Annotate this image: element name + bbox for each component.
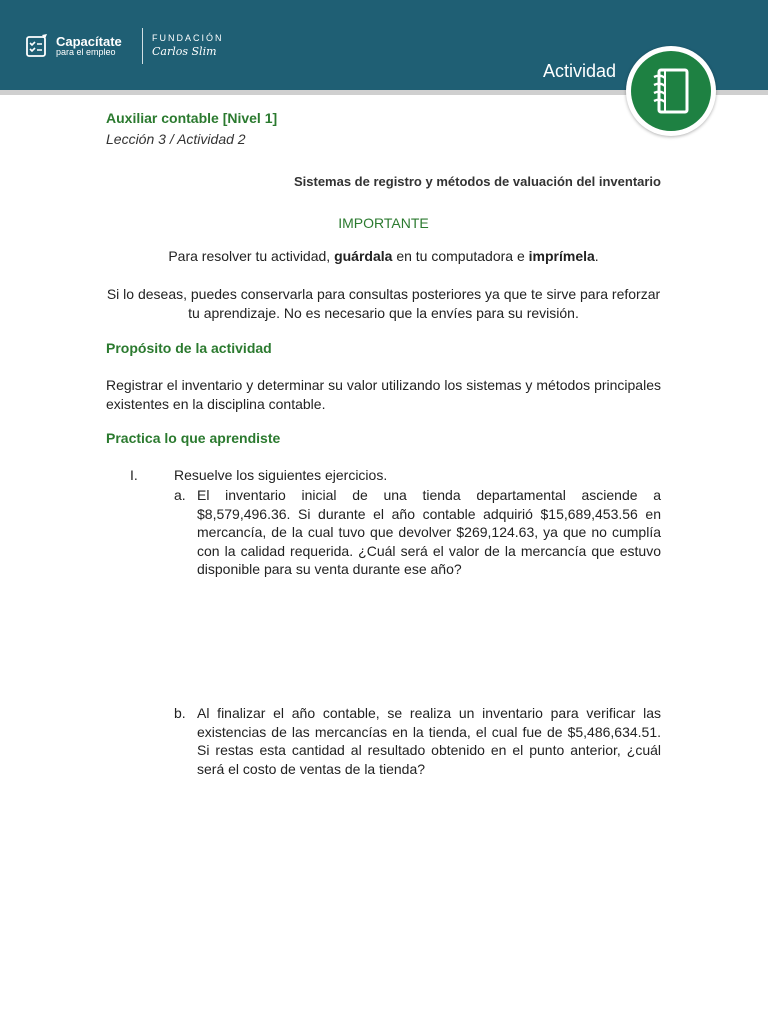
instruction-text: Para resolver tu actividad, [168, 248, 335, 264]
activity-label: Actividad [542, 61, 616, 81]
course-title: Auxiliar contable [Nivel 1] [106, 110, 278, 126]
foundation-logo [152, 34, 224, 57]
instruction-bold-print: imprímela [528, 248, 595, 264]
exercise-text: Al finalizar el año contable, se realiza un inventario para verificar las existencias de las mercancías en la tienda, el cual fue de $5,486,634.51. Si restas esta cantidad al resultado obtenido en el punto anterior, ¿cuál será el costo de ventas de la tienda? [197, 705, 661, 777]
section-instruction: Resuelve los siguientes ejercicios. [174, 467, 388, 483]
exercise-a [174, 486, 661, 579]
notebook-icon [651, 67, 691, 115]
foundation-label: FUNDACIÓN [152, 33, 224, 43]
instruction-text: en tu computadora e [392, 248, 529, 264]
purpose-heading: Propósito de la actividad [106, 340, 272, 356]
checklist-logo-icon [24, 33, 50, 59]
instruction-text: . [594, 248, 599, 264]
instruction-bold-save: guárdala [334, 248, 393, 264]
brand-name: Capacítate [56, 34, 122, 49]
capacitate-logo [24, 28, 122, 64]
foundation-signature: Carlos Slim [152, 45, 217, 58]
brand-subtitle: para el empleo [56, 47, 116, 57]
keep-note-paragraph: Si lo deseas, puedes conservarla para consultas posteriores ya que te sirve para reforzar tu aprendizaje. No es necesario que la envíes para su revisión. [106, 286, 661, 321]
purpose-paragraph: Registrar el inventario y determinar su valor utilizando los sistemas y métodos principales existentes en la disciplina contable. [106, 377, 661, 412]
exercise-b [174, 704, 661, 778]
practice-heading: Practica lo que aprendiste [106, 430, 281, 446]
topic-title: Sistemas de registro y métodos de valuación del inventario [293, 174, 661, 189]
save-print-instruction [106, 248, 661, 264]
exercise-letter: a. [174, 487, 186, 503]
exercise-letter: b. [174, 705, 186, 721]
section-numeral: I. [130, 467, 138, 483]
important-heading: IMPORTANTE [338, 215, 429, 231]
exercise-text: El inventario inicial de una tienda departamental asciende a $8,579,496.36. Si durante el año contable adquirió $15,689,453.56 en mercancía, de la cual tuvo que devolver $269,124.63, ya que no cumplía con la calidad requerida. ¿Cuál será el valor de la mercancía que estuvo disponible para su venta durante ese año? [197, 487, 661, 577]
lesson-subtitle: Lección 3 / Actividad 2 [106, 131, 246, 147]
logo-divider [142, 28, 143, 64]
